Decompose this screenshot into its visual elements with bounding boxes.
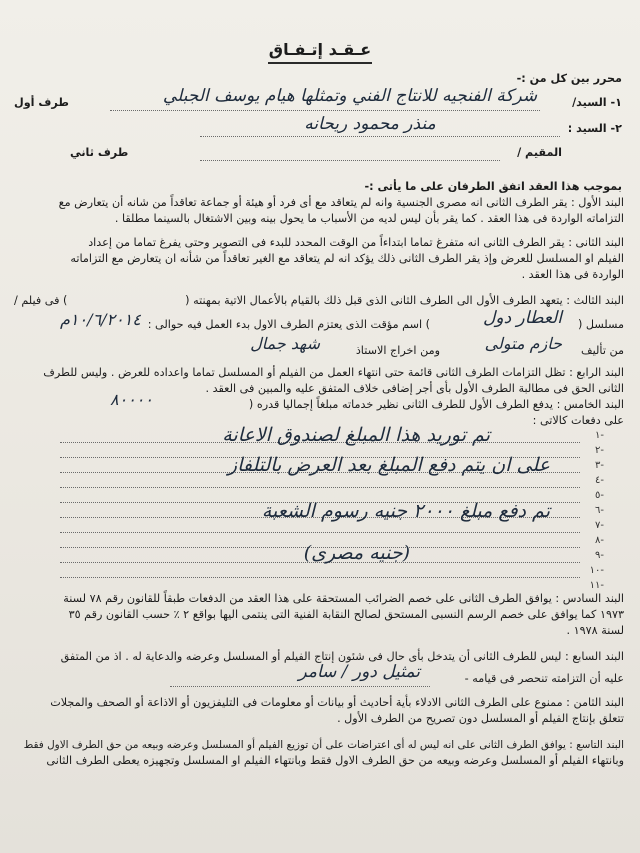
clause5-amount-handwritten: ٨٠٠٠٠ bbox=[110, 390, 153, 409]
clause1-line2: التزاماته الواردة فى هذا العقد . كما يقر بأن ليس لديه من الأسباب ما يحول بينه وبين الاشتغال بالسينما مطلقا . bbox=[114, 212, 624, 225]
resident-line bbox=[200, 160, 500, 161]
payment-note2-handwritten: على ان يتم دفع المبلغ بعد العرض بالتلفاز bbox=[227, 454, 550, 476]
clause3-line1: البند الثالث : يتعهد الطرف الأول الى الطرف الثانى الذى قبل ذلك بالقيام بالأعمال الاتية بمهنته ( bbox=[185, 294, 624, 307]
clause6-line2: ١٩٧٣ كما يوافق على خصم الرسم النسبى المستحق لصالح النقابة الفنية التى ينتمى اليها بواقع ٢ ٪ حسب القانون رقم ٣٥ bbox=[68, 608, 624, 621]
clause8-line2: تتعلق بإنتاج الفيلم أو المسلسل دون تصريح من الطرف الأول . bbox=[337, 712, 624, 725]
payment-number: ٦- bbox=[595, 505, 604, 516]
clause5-line2: على دفعات كالاتى : bbox=[532, 414, 624, 427]
clause9-line2: وبانتهاء الفيلم أو المسلسل وعرضه وبيعه من حق الطرف الاول فقط وبانتهاء الفيلم او المسلسل وتجهيزه يعطى الطرف الثانى bbox=[46, 754, 624, 767]
clause3-date-handwritten: ١٠/٦/٢٠١٤م bbox=[60, 310, 141, 329]
payment-number: ١٠- bbox=[589, 565, 604, 576]
clause2-line2: الفيلم او المسلسل للعرض وإذ يقر الطرف الثانى ذلك يؤكد انه لم يتعاقد مع الغير تعاقداً من شأنه ان يتعارض مع التزاماته bbox=[70, 252, 624, 265]
clause1-line1: البند الأول : يقر الطرف الثانى انه مصرى الجنسية وانه لم يتعاقد مع أى فرد أو هيئة أو جماعة تعاقداً من شانه أن يتعارض مع bbox=[58, 196, 624, 209]
payment-number: ٩- bbox=[595, 550, 604, 561]
clause4-line2: الثانى الحق فى مطالبة الطرف الأول بأى أجر إضافى خلاف المتفق عليه والمبين فى العقد . bbox=[205, 382, 624, 395]
payment-number: ٣- bbox=[595, 460, 604, 471]
payment-number: ٧- bbox=[595, 520, 604, 531]
clause3-line1-end: ) فى فيلم / bbox=[14, 294, 68, 307]
clause7-line1: البند السابع : ليس للطرف الثانى أن يتدخل بأى حال فى شئون إنتاج الفيلم أو المسلسل وعرضه والدعاية له . اذ من المتفق bbox=[60, 650, 624, 663]
clause7-line2: عليه أن التزامته تنحصر فى قيامه - bbox=[464, 672, 624, 685]
payment-note1-handwritten: تم توريد هذا المبلغ لصندوق الاعانة bbox=[222, 424, 490, 446]
party1-line bbox=[110, 110, 540, 111]
clause3-author-handwritten: حازم متولى bbox=[484, 334, 562, 353]
clause2-line3: الواردة فى هذا العقد . bbox=[521, 268, 624, 281]
dotted-line bbox=[60, 532, 580, 533]
payment-number: ١١- bbox=[589, 580, 604, 591]
clause3-line3-mid: ومن اخراج الاستاذ bbox=[355, 344, 440, 357]
clause4-line1: البند الرابع : تظل التزامات الطرف الثانى قائمة حتى انتهاء العمل من الفيلم أو المسلسل تماما واعداده للعرض . وليس للطرف bbox=[43, 366, 624, 379]
payment-number: ٢- bbox=[595, 445, 604, 456]
resident-label: المقيم / bbox=[517, 146, 562, 159]
dotted-line bbox=[60, 487, 580, 488]
payment-number: ٨- bbox=[595, 535, 604, 546]
payment-note4-handwritten: (جنيه مصرى) bbox=[303, 542, 410, 564]
intro-line: محرر بين كل من :- bbox=[516, 72, 622, 85]
clause3-line2-mid: ) اسم مؤقت الذى يعتزم الطرف الاول بدء العمل فيه حوالى : bbox=[147, 318, 430, 331]
clause9-line1: البند التاسع : يوافق الطرف الثانى على انه ليس له أى اعتراضات على أن توزيع الفيلم أو المسلسل وعرضه وبيعه من حق الطرف الاول فقط bbox=[23, 739, 624, 751]
preamble: بموجب هذا العقد اتفق الطرفان على ما يأتى :- bbox=[364, 180, 622, 193]
clause8-line1: البند الثامن : ممنوع على الطرف الثانى الادلاء بأية أحاديث أو بيانات أو معلومات فى التليفزيون أو الاذاعة أو الصحف والمجلات bbox=[50, 696, 624, 709]
party2-line bbox=[200, 136, 560, 137]
party1-prefix: ١- السيد/ bbox=[572, 96, 622, 109]
dotted-line bbox=[60, 577, 580, 578]
party1-handwritten: شركة الفنجيه للانتاج الفني وتمثلها هيام يوسف الجبلي bbox=[162, 86, 538, 106]
clause6-line3: لسنة ١٩٧٨ . bbox=[566, 624, 624, 637]
party2-role: طرف ثاني bbox=[70, 146, 129, 159]
party2-prefix: ٢- السيد : bbox=[567, 122, 622, 135]
party1-role: طرف أول bbox=[14, 96, 69, 109]
clause7-role-handwritten: تمثيل دور / سامر bbox=[298, 662, 420, 682]
payment-number: ٥- bbox=[595, 490, 604, 501]
payment-number: ١- bbox=[595, 430, 604, 441]
clause3-line3-prefix: من تأليف bbox=[581, 344, 624, 357]
clause7-line bbox=[170, 686, 430, 687]
contract-title: عـقـد إتـفـاق bbox=[268, 40, 372, 59]
clause3-director-handwritten: شهد جمال bbox=[250, 334, 320, 353]
payment-number: ٤- bbox=[595, 475, 604, 486]
clause2-line1: البند الثانى : يقر الطرف الثانى انه متفرغ تماما ابتداءاً من الوقت المحدد للبدء فى التصوير وحتى يفرغ تماما من إعداد bbox=[88, 236, 624, 249]
clause6-line1: البند السادس : يوافق الطرف الثانى على خصم الضرائب المستحقة على هذا العقد من الدفعات طبقاً للقانون رقم ٧٨ لسنة bbox=[63, 592, 624, 605]
title-underline bbox=[268, 62, 372, 64]
payment-note3-handwritten: تم دفع مبلغ ٢٠٠٠ جنيه رسوم الشعبة bbox=[261, 500, 550, 522]
party2-handwritten: منذر محمود ريحانه bbox=[304, 114, 436, 134]
clause5-line1: البند الخامس : يدفع الطرف الأول للطرف الثانى نظير خدماته مبلغاً إجماليا قدره ( bbox=[248, 398, 624, 411]
clause3-title-handwritten: العطار دول bbox=[483, 308, 562, 328]
clause3-line2-prefix: مسلسل ( bbox=[577, 318, 624, 331]
